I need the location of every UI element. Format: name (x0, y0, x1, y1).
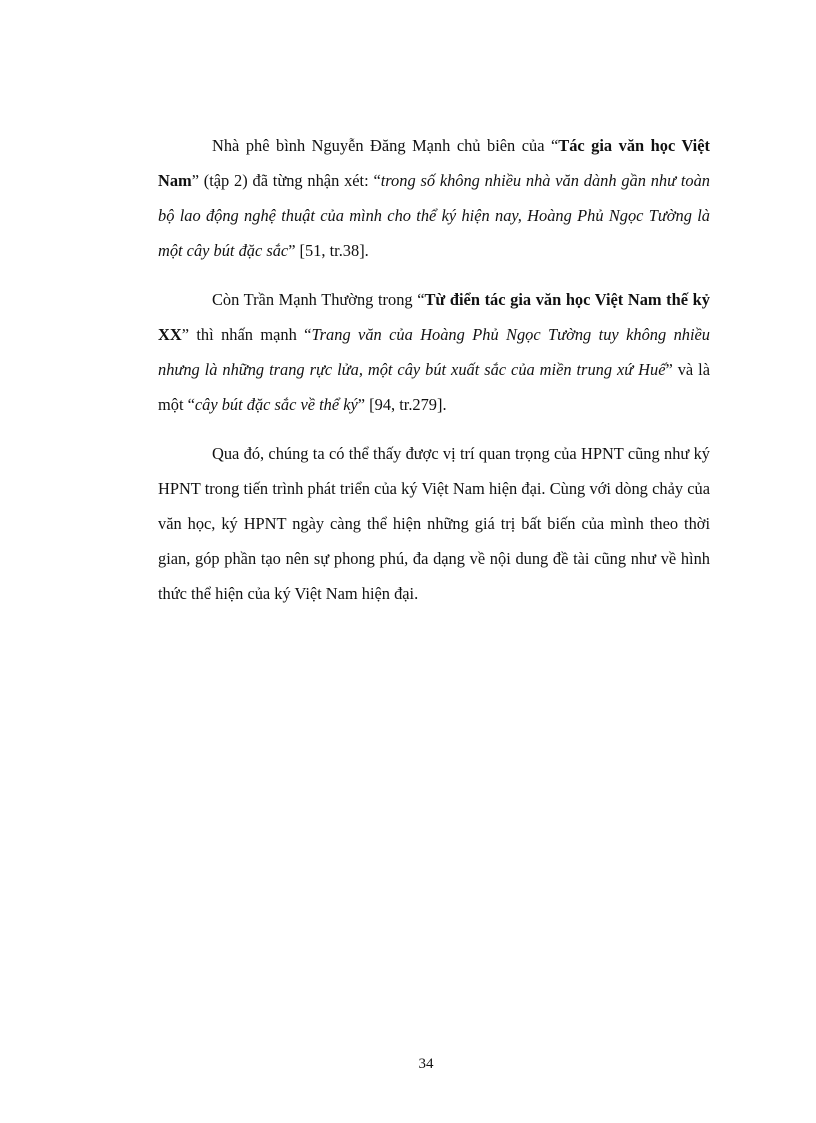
paragraph-2-text-2: ” thì nhấn mạnh “ (181, 325, 312, 344)
paragraph-2-text-3: ” và là một “ (158, 360, 710, 414)
paragraph-2-text-1: Còn Trần Mạnh Thường trong “ (212, 290, 425, 309)
paragraph-1-citation: ” [51, tr.38]. (288, 241, 369, 260)
paragraph-2-quote-1: Trang văn của Hoàng Phủ Ngọc Tường tuy không nhiều nhưng là những trang rực lửa, một cây bút xuất sắc của miền trung xứ Huế (158, 325, 710, 379)
paragraph-1-text-1: Nhà phê bình Nguyễn Đăng Mạnh chủ biên của “ (212, 136, 559, 155)
paragraph-1-quote: trong số không nhiều nhà văn dành gần như toàn bộ lao động nghệ thuật của mình cho thể ký hiện nay, Hoàng Phủ Ngọc Tường là một cây bút đặc sắc (158, 171, 710, 260)
paragraph-3-text: Qua đó, chúng ta có thể thấy được vị trí quan trọng của HPNT cũng như ký HPNT trong tiến trình phát triển của ký Việt Nam hiện đại. Cùng với dòng chảy của văn học, ký HPNT ngày càng thể hiện những giá trị bất biến của mình theo thời gian, góp phần tạo nên sự phong phú, đa dạng về nội dung đề tài cũng như về hình thức thể hiện của ký Việt Nam hiện đại. (158, 444, 710, 603)
paragraph-1-text-2: ” (tập 2) đã từng nhận xét: “ (191, 171, 381, 190)
paragraph-1 (158, 128, 710, 268)
paragraph-1-book-title: Tác gia văn học Việt Nam (158, 136, 710, 190)
paragraph-2-citation: ” [94, tr.279]. (357, 395, 447, 414)
paragraph-3 (158, 436, 710, 611)
paragraph-2 (158, 282, 710, 422)
paragraph-2-book-title: Từ điển tác gia văn học Việt Nam thế kỷ XX (158, 290, 710, 344)
page-number: 34 (418, 1056, 434, 1072)
paragraph-2-quote-2: cây bút đặc sắc về thể ký (194, 395, 358, 414)
